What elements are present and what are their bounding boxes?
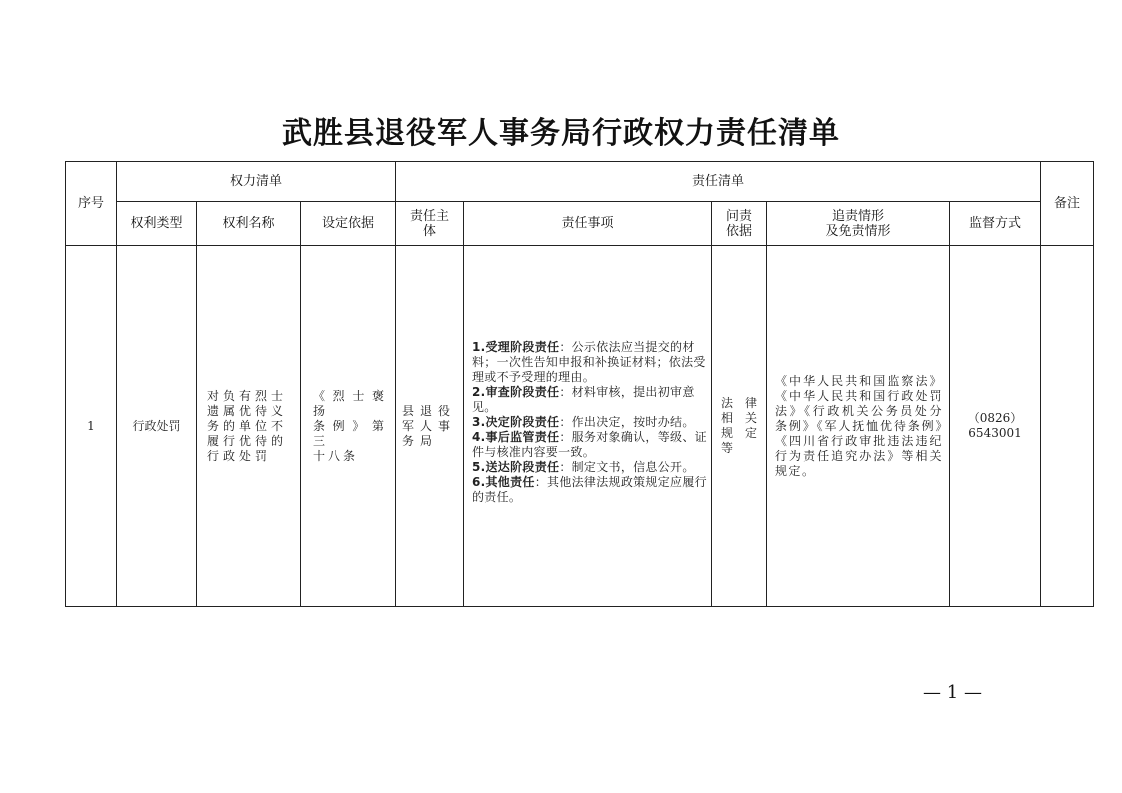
- header-row-1: [66, 162, 1094, 202]
- power-name-line: 对负有烈士: [207, 388, 288, 403]
- header-accountability-line1: 问责: [725, 208, 752, 224]
- header-power-list: 权力清单: [117, 162, 396, 202]
- accountability-line: 规 定: [720, 426, 757, 440]
- page-number: — 1 —: [923, 682, 982, 703]
- duty-item: 4.事后监管责任：服务对象确认，等级、证件与核准内容要一致。: [472, 429, 707, 459]
- header-basis: 设定依据: [301, 202, 396, 246]
- basis-line: 《烈士褒扬: [313, 388, 387, 418]
- row-power-type: 行政处罚: [117, 246, 197, 607]
- supervision-line1: （0826）: [967, 411, 1023, 425]
- power-name-line: 务的单位不: [207, 418, 288, 433]
- header-pursuit-line1: 追责情形: [831, 208, 884, 224]
- header-row-2: [66, 202, 1094, 246]
- header-supervision: 监督方式: [950, 202, 1041, 246]
- accountability-line: 等: [720, 441, 733, 455]
- duty-item: 5.送达阶段责任：制定文书，信息公开。: [472, 459, 695, 474]
- header-subject-line1: 责任主: [409, 208, 449, 224]
- row-subject: [396, 246, 464, 607]
- duty-list: [472, 340, 707, 505]
- row-duties: [464, 246, 712, 607]
- supervision-line2: 6543001: [968, 426, 1022, 440]
- row-accountability: [712, 246, 767, 607]
- duty-item: 3.决定阶段责任：作出决定，按时办结。: [472, 414, 695, 429]
- responsibility-table: [65, 161, 1094, 607]
- basis-line: 条例》第三: [313, 418, 387, 448]
- subject-line: 县退役: [402, 403, 457, 418]
- row-pursuit: [767, 246, 950, 607]
- row-supervision: [950, 246, 1041, 607]
- document-title: 武胜县退役军人事务局行政权力责任清单: [282, 116, 840, 151]
- header-subject-line2: 体: [422, 223, 436, 239]
- header-pursuit-line2: 及免责情形: [825, 223, 891, 239]
- table-row: [66, 246, 1094, 607]
- duty-item: 6.其他责任：其他法律法规政策规定应履行的责任。: [472, 474, 707, 504]
- power-name-line: 行政处罚: [207, 448, 272, 463]
- header-accountability: [712, 202, 767, 246]
- accountability-line: 相 关: [720, 411, 757, 425]
- row-seq: 1: [66, 246, 117, 607]
- header-remarks: 备注: [1041, 162, 1094, 246]
- accountability-line: 法 律: [720, 396, 757, 410]
- row-remarks: [1041, 246, 1094, 607]
- header-subject: [396, 202, 464, 246]
- duty-item: 2.审查阶段责任：材料审核，提出初审意见。: [472, 384, 695, 414]
- row-basis: [301, 246, 396, 607]
- subject-line: 军人事: [402, 418, 457, 433]
- basis-line: 十八条: [313, 448, 359, 463]
- duty-item: 1.受理阶段责任：公示依法应当提交的材料；一次性告知申报和补换证材料；依法受理或不予受理的理由。: [472, 339, 706, 384]
- subject-line: 务局: [402, 433, 439, 448]
- header-power-type: 权利类型: [117, 202, 197, 246]
- accountability-lines: [721, 396, 757, 456]
- power-name-line: 履行优待的: [207, 433, 288, 448]
- header-pursuit: [767, 202, 950, 246]
- header-accountability-line2: 依据: [725, 223, 752, 239]
- header-duties: 责任事项: [464, 202, 712, 246]
- row-power-name: [197, 246, 301, 607]
- power-name-line: 遗属优待义: [207, 403, 288, 418]
- header-seq: 序号: [66, 162, 117, 246]
- header-power-name: 权利名称: [197, 202, 301, 246]
- header-responsibility-list: 责任清单: [396, 162, 1041, 202]
- pursuit-text: 《中华人民共和国监察法》《中华人民共和国行政处罚法》《行政机关公务员处分条例》《军人抚恤优待条例》《四川省行政审批违法违纪行为责任追究办法》等相关规定。: [775, 373, 943, 478]
